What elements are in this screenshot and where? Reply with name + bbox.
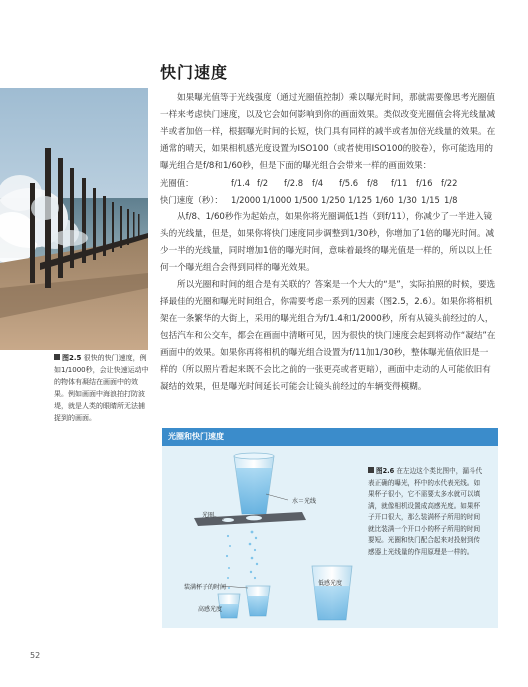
diagram-label-fill-time: 装满杯子的时间 <box>184 584 227 591</box>
shutter-value: 1/500 <box>294 195 319 205</box>
paragraph-1: 如果曝光值等于光线强度（通过光圈值控制）乘以曝光时间，那就需要像思考光圈值一样来考虑快门速度，以及它会如何影响到你的画面效果。类似改变光圈值会将光线量减半或者加倍一样，根据曝光时间的长短，快门具有同样的减半或者加倍光线量的效果。在通常的晴天，如果相机感光度设置为ISO100（或者使用ISO100的胶卷），你可能选用的曝光组合是f/8和1/60秒，但是下面的曝光组合会带来一样的画面效果： <box>160 93 496 171</box>
diagram-title: 光圈和快门速度 <box>162 428 498 446</box>
section-title: 快门速度 <box>160 63 229 82</box>
aperture-shutter-diagram <box>162 428 498 628</box>
shutter-value: 1/2000 <box>231 195 261 205</box>
aperture-value: f/1.4 <box>231 178 251 188</box>
page-number: 52 <box>30 651 41 660</box>
diagram-label-low-iso: 低感光度 <box>318 580 343 587</box>
figure-caption-text: 在左边这个类比图中，漏斗代表正确的曝光，杯中的水代表光线。如果杯子很小，它不需要太多水就可以填满，就像相机设置成高感光度。如果杯子开口很大，那么装满杯子所用的时间就比装满一个开口小的杯子所用的时间要短。光圈和快门配合起来对投射到传感器上光线量的作用原理是一样的。 <box>368 467 483 556</box>
figure-caption-text: 很快的快门速度，例如1/1000秒，会让快速运动中的物体有凝结在画面中的效果。例如画面中海浪拍打防波堤，就是人类的眼睛所无法捕捉到的画面。 <box>54 354 149 422</box>
aperture-value: f/2 <box>257 178 269 188</box>
body-text <box>160 90 496 396</box>
shutter-value: 1/125 <box>348 195 373 205</box>
funnel-water <box>236 468 272 514</box>
figure-label: 图2.6 <box>376 467 395 475</box>
paragraph-3: 所以光圈和时间的组合是有关联的？答案是一个大大的“是”，实际拍照的时候，要选择最佳的光圈和曝光时间组合，你需要考虑一系列的因素（图2.5，2.6）。如果你将相机架在一条繁华的大街上，采用的曝光组合为f/1.4和1/2000秒，所有从镜头前经过的人，包括汽车和公交车，都会在画面中清晰可见，因为很快的快门速度会起到将动作“凝结”在画面中的效果。如果你再将相机的曝光组合设置为f/11加1/30秒，整体曝光值依旧是一样的（所以照片看起来既不会比之前的一张更亮或者更暗），画面中走动的人可能依旧有凝结的效果，但是曝光时间延长可能会让镜头前经过的车辆变得模糊。 <box>160 280 496 392</box>
diagram-label-high-iso: 高感光度 <box>198 606 223 613</box>
figure-2-5-caption <box>54 352 150 424</box>
figure-marker-icon <box>54 354 60 360</box>
figure-2-6-caption <box>368 466 486 558</box>
shutter-value: 1/8 <box>444 195 458 205</box>
shutter-row <box>160 192 496 209</box>
paragraph-2: 从f/8、1/60秒作为起始点，如果你将光圈调低1挡（到f/11），你减少了一半进入镜头的光线量，但是，如果你将快门速度同步调整到1/30秒，你增加了1倍的曝光时间。减少一半的光线量，同时增加1倍的曝光时间，意味着最终的曝光值是一样的，所以以上任何一个曝光组合会得到同样的曝光效果。 <box>160 212 495 273</box>
aperture-row <box>160 175 496 192</box>
shutter-value: 1/15 <box>421 195 440 205</box>
figure-label: 图2.5 <box>62 354 82 362</box>
aperture-value: f/2.8 <box>284 178 304 188</box>
aperture-value: f/5.6 <box>339 178 359 188</box>
diagram-label-water: 水＝光线 <box>292 498 317 505</box>
shutter-value: 1/1000 <box>262 195 292 205</box>
aperture-value: f/4 <box>312 178 324 188</box>
shutter-row-label: 快门速度（秒）： <box>160 195 223 205</box>
shutter-value: 1/60 <box>375 195 394 205</box>
diagram-label-aperture: 光圈 <box>202 512 215 519</box>
aperture-value: f/22 <box>441 178 458 188</box>
breakwater-wave-photo <box>0 88 148 350</box>
aperture-value: f/11 <box>391 178 408 188</box>
shutter-value: 1/30 <box>398 195 417 205</box>
shutter-value: 1/250 <box>321 195 346 205</box>
water-drops <box>226 531 258 589</box>
aperture-value: f/16 <box>416 178 433 188</box>
aperture-value: f/8 <box>367 178 379 188</box>
aperture-row-label: 光圈值： <box>160 178 194 188</box>
figure-marker-icon <box>368 467 374 473</box>
